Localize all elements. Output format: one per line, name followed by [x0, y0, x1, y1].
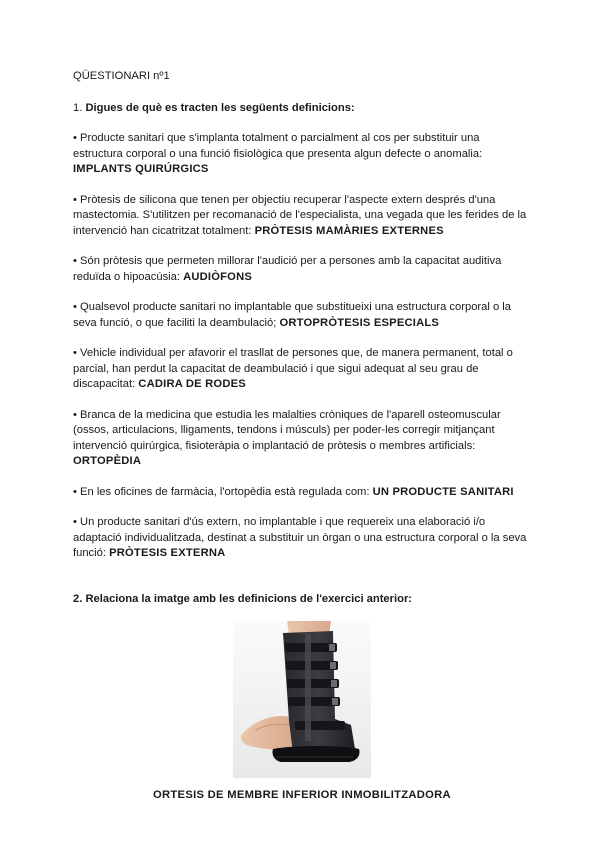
- definition-item: [73, 131, 531, 178]
- document-page: [73, 69, 531, 803]
- question-1-number: 1.: [73, 101, 83, 114]
- definition-item: [73, 515, 531, 562]
- definition-item: [73, 485, 531, 501]
- definition-text: • Un producte sanitari d'ús extern, no implantable i que requereix una elaboració i/o adaptació individualitzada, destinat a substituir un òrgan o una estructura corporal o la seva funció:: [73, 516, 527, 559]
- definition-text: • En les oficines de farmàcia, l'ortopèdia està regulada com:: [73, 485, 370, 498]
- definition-item: [73, 408, 531, 470]
- definition-answer: CADIRA DE RODES: [138, 378, 246, 390]
- document-title: QÜESTIONARI nº1: [73, 70, 170, 82]
- definition-text: • Qualsevol producte sanitari no implantable que substitueixi una estructura corporal o la seva funció, o que faciliti la deambulació;: [73, 301, 511, 329]
- definition-text: • Pròtesis de silicona que tenen per objectiu recuperar l'aspecte extern després d'una mastectomia. S'utilitzen per recomanació de l'especialista, una vegada que les ferides de la intervenció han cicatritzat totalment:: [73, 193, 527, 237]
- definition-text: • Són pròtesis que permeten millorar l'audició per a persones amb la capacitat auditiva reduïda o hipoacúsia:: [73, 255, 502, 283]
- definition-item: [73, 346, 531, 393]
- definition-answer: UN PRODUCTE SANITARI: [372, 485, 514, 498]
- figure: [73, 621, 531, 803]
- definition-text: • Vehicle individual per afavorir el trasllat de persones que, de manera permanent, total o parcial, han perdut la capacitat de deambulació i que sigui adequat al seu grau de discapacitat:: [73, 347, 513, 390]
- walker-boot-illustration: [233, 621, 371, 778]
- definition-text: • Branca de la medicina que estudia les malalties cròniques de l'aparell osteomuscular (ossos, articulacions, lligaments, tendons i músculs) per poder-les corregir mitjançant intervenció quirúrgica, fisioteràpia o implantació de pròtesis o membres artificials:: [73, 408, 501, 452]
- question-1-text: Digues de què es tracten les següents definicions:: [85, 101, 355, 114]
- question-2-heading: 2. Relaciona la imatge amb les definicions de l'exercici anterior:: [73, 592, 413, 605]
- definition-answer: PRÒTESIS MAMÀRIES EXTERNES: [254, 224, 444, 237]
- definition-item: [73, 193, 531, 240]
- definition-answer: IMPLANTS QUIRÚRGICS: [73, 163, 209, 175]
- definition-item: [73, 300, 531, 331]
- definition-answer: ORTOPÈDIA: [73, 455, 142, 467]
- definition-answer: ORTOPRÒTESIS ESPECIALS: [279, 316, 440, 329]
- figure-caption: ORTESIS DE MEMBRE INFERIOR INMOBILITZADORA: [153, 788, 451, 801]
- definition-answer: PRÒTESIS EXTERNA: [109, 547, 226, 559]
- definition-item: [73, 254, 531, 285]
- definition-text: • Producte sanitari que s'implanta totalment o parcialment al cos per substituir una estructura corporal o una funció fisiològica que presenta algun defecte o anomalia:: [73, 132, 483, 160]
- walker-boot-photo: [233, 621, 371, 778]
- definition-answer: AUDIÒFONS: [183, 270, 253, 283]
- question-1-heading: [73, 101, 531, 117]
